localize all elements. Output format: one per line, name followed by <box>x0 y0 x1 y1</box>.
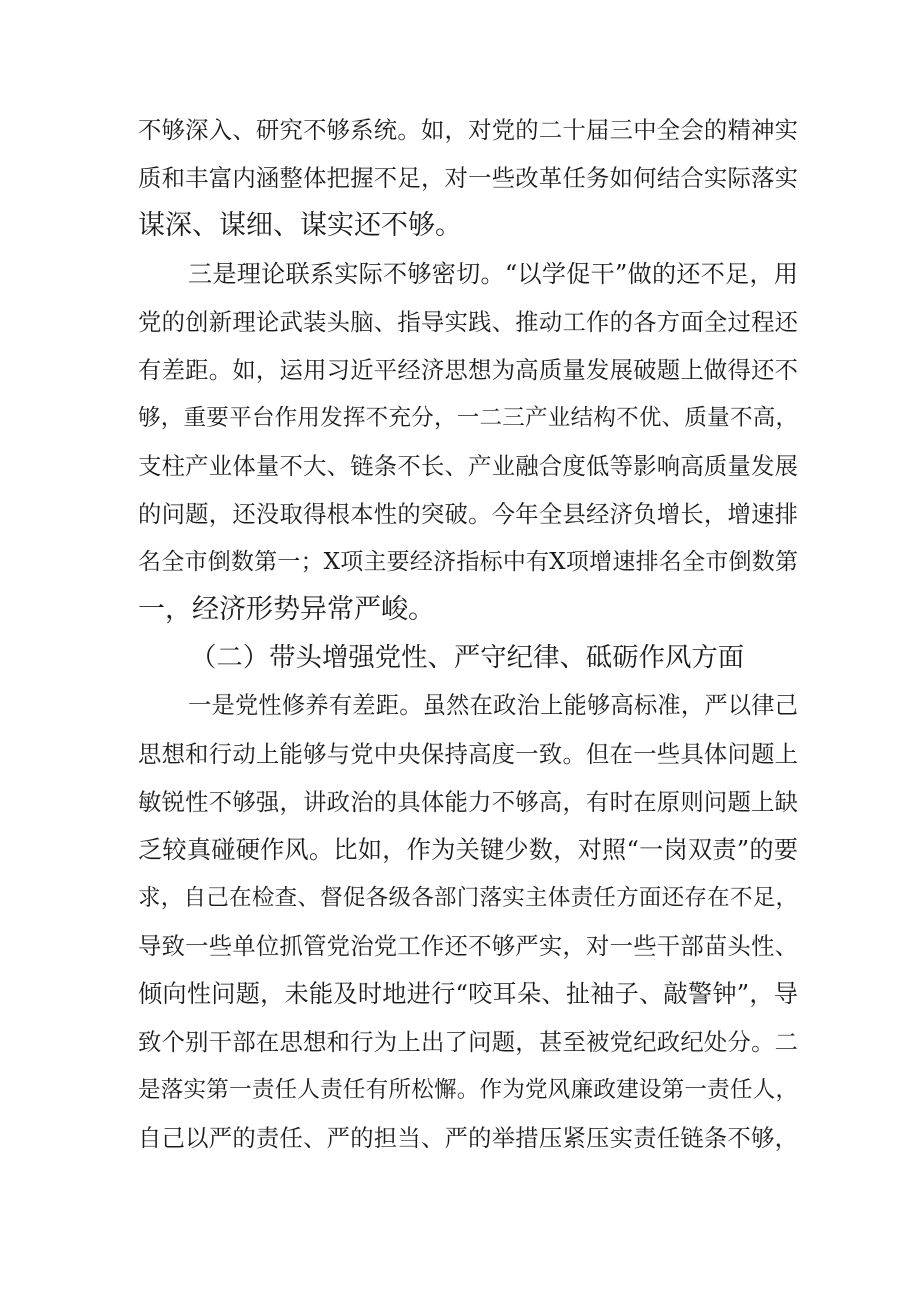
text-line-18: 导致一些单位抓管党治党工作还不够严实，对一些干部苗头性、 <box>138 932 798 960</box>
text-line-6: 有差距。如，运用习近平经济思想为高质量发展破题上做得还不 <box>138 356 798 384</box>
text-line-2: 质和丰富内涵整体把握不足，对一些改革任务如何结合实际落实 <box>138 164 798 192</box>
text-line-11: 一，经济形势异常严峻。 <box>138 594 435 625</box>
text-line-1: 不够深入、研究不够系统。如，对党的二十届三中全会的精神实 <box>138 116 798 144</box>
text-line-3: 谋深、谋细、谋实还不够。 <box>138 210 462 241</box>
text-line-16: 乏较真碰硬作风。比如，作为关键少数，对照“一岗双责”的要 <box>138 836 798 864</box>
text-line-20: 致个别干部在思想和行为上出了问题，甚至被党纪政纪处分。二 <box>138 1028 798 1056</box>
text-line-5: 党的创新理论武装头脑、指导实践、推动工作的各方面全过程还 <box>138 308 798 336</box>
text-line-15: 敏锐性不够强，讲政治的具体能力不够高，有时在原则问题上缺 <box>138 788 798 816</box>
text-line-10: 名全市倒数第一；X项主要经济指标中有X项增速排名全市倒数第 <box>138 549 798 575</box>
text-line-9: 的问题，还没取得根本性的突破。今年全县经济负增长，增速排 <box>138 500 798 528</box>
text-line-22: 自己以严的责任、严的担当、严的举措压紧压实责任链条不够， <box>138 1124 798 1152</box>
text-line-21: 是落实第一责任人责任有所松懈。作为党风廉政建设第一责任人， <box>138 1077 798 1103</box>
text-line-14: 思想和行动上能够与党中央保持高度一致。但在一些具体问题上 <box>138 740 798 768</box>
text-line-13: 一是党性修养有差距。虽然在政治上能够高标准，严以律己 <box>188 692 798 719</box>
section-heading: （二）带头增强党性、严守纪律、砥砺作风方面 <box>190 642 745 673</box>
text-line-8: 支柱产业体量不大、链条不长、产业融合度低等影响高质量发展 <box>138 452 798 480</box>
text-line-7: 够，重要平台作用发挥不充分，一二三产业结构不优、质量不高， <box>138 405 798 431</box>
text-line-19: 倾向性问题，未能及时地进行“咬耳朵、扯袖子、敲警钟”，导 <box>138 980 798 1008</box>
text-line-17: 求，自己在检查、督促各级各部门落实主体责任方面还存在不足， <box>138 885 798 911</box>
text-line-4: 三是理论联系实际不够密切。“以学促干”做的还不足，用 <box>188 260 798 288</box>
